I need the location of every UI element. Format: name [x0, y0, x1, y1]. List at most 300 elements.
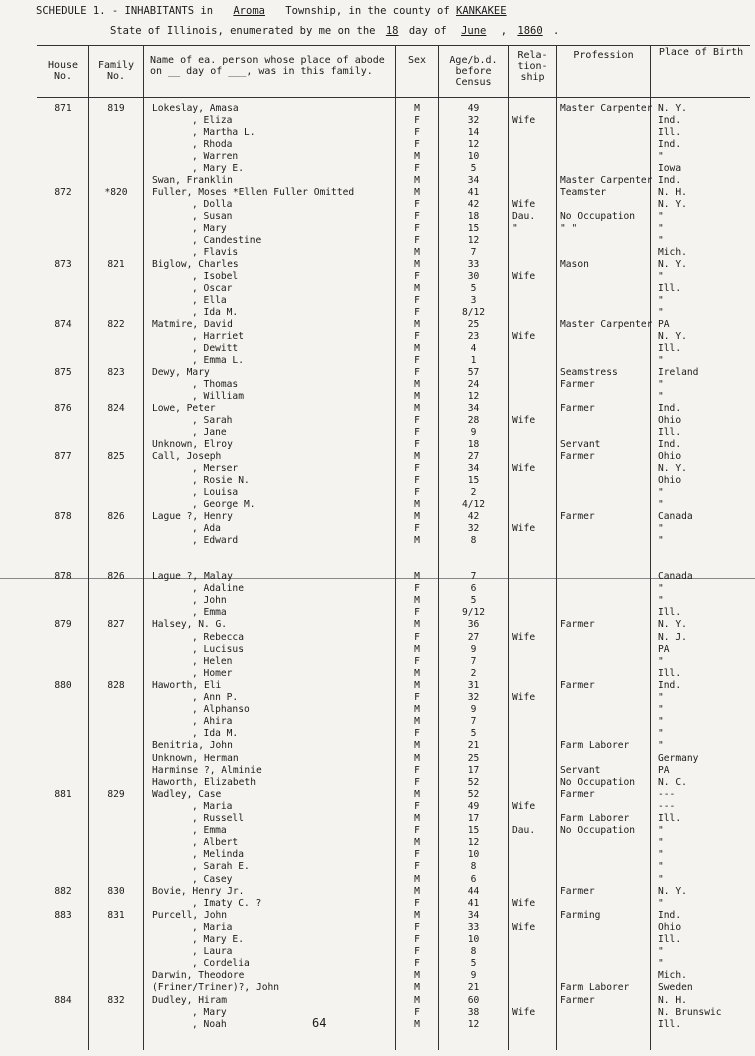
profession-cell: Mason	[560, 259, 589, 270]
birthplace-cell: "	[658, 958, 664, 970]
birthplace-cell: Ind.	[658, 115, 682, 126]
person-name-cell: , Susan	[192, 211, 233, 222]
sex-cell: F	[414, 235, 420, 246]
birthplace-cell: Ill.	[658, 667, 682, 679]
house-no-cell: 878	[54, 511, 72, 522]
person-name-cell: , Imaty C. ?	[192, 897, 262, 909]
sex-cell: F	[414, 1006, 420, 1018]
house-no-cell: 877	[54, 451, 72, 462]
age-cell: 10	[467, 849, 480, 861]
birthplace-cell: Ill.	[658, 127, 682, 138]
sex-cell: F	[414, 271, 420, 282]
birthplace-cell: Ill.	[658, 343, 682, 354]
house-no-cell: 881	[54, 788, 72, 800]
relationship-cell: Wife	[512, 692, 536, 703]
family-no-cell: 831	[107, 909, 125, 921]
person-name-cell: , Sarah E.	[192, 861, 250, 873]
age-cell: 8	[470, 861, 477, 873]
sex-cell: F	[414, 139, 420, 150]
profession-cell: Master Carpenter	[560, 319, 653, 330]
age-cell: 34	[467, 175, 480, 186]
sex-cell: M	[414, 643, 420, 655]
day-label: day of	[408, 25, 447, 37]
profession-cell: Farmer	[560, 788, 595, 800]
sex-cell: M	[414, 667, 420, 679]
birthplace-cell: "	[658, 211, 664, 222]
birthplace-cell: "	[658, 740, 664, 752]
sex-cell: F	[414, 776, 420, 788]
person-name-cell: Haworth, Elizabeth	[152, 776, 256, 788]
birthplace-cell: "	[658, 295, 664, 306]
relationship-cell: Wife	[512, 1006, 536, 1018]
birthplace-cell: Ireland	[658, 367, 699, 378]
sex-cell: M	[414, 970, 420, 982]
birthplace-cell: N. Brunswic	[658, 1006, 722, 1018]
person-name-cell: Dudley, Hiram	[152, 994, 228, 1006]
person-name-cell: , Noah	[192, 1018, 227, 1030]
house-no-cell: 876	[54, 403, 72, 414]
birthplace-cell: Canada	[658, 571, 693, 582]
age-cell: 24	[467, 379, 480, 390]
person-name-cell: Lague ?, Malay	[152, 571, 233, 582]
birthplace-cell: "	[658, 595, 664, 607]
birthplace-cell: Ohio	[658, 451, 682, 462]
person-name-cell: , Rosie N.	[192, 475, 250, 486]
age-cell: 23	[467, 331, 480, 342]
birthplace-cell: Ill.	[658, 813, 682, 824]
person-name-cell: , Ahira	[192, 716, 233, 728]
age-cell: 44	[467, 885, 480, 897]
person-name-cell: , Mary E.	[192, 163, 244, 174]
birthplace-cell: N. Y.	[658, 103, 687, 114]
family-no-cell: 824	[107, 403, 125, 414]
birthplace-cell: N. C.	[658, 776, 687, 788]
profession-cell: Farm Laborer	[560, 740, 630, 752]
age-cell: 32	[467, 115, 480, 126]
age-cell: 25	[467, 752, 480, 764]
sex-cell: M	[414, 451, 420, 462]
year-value: 1860	[517, 25, 543, 37]
birthplace-cell: ---	[658, 800, 676, 812]
sex-cell: M	[414, 175, 420, 186]
person-name-cell: , Alphanso	[192, 704, 250, 716]
age-cell: 4	[470, 343, 477, 354]
age-cell: 2	[470, 667, 477, 679]
birthplace-cell: "	[658, 825, 664, 837]
age-cell: 8	[470, 535, 477, 546]
sex-cell: F	[414, 946, 420, 958]
person-name-cell: Lowe, Peter	[152, 403, 216, 414]
age-cell: 18	[467, 211, 480, 222]
birthplace-cell: PA	[658, 319, 670, 330]
person-name-cell: , Russell	[192, 813, 244, 824]
birthplace-cell: Mich.	[658, 247, 687, 258]
sex-cell: M	[414, 679, 420, 691]
birthplace-cell: "	[658, 861, 664, 873]
person-name-cell: Dewy, Mary	[152, 367, 210, 378]
profession-cell: Farmer	[560, 994, 595, 1006]
person-name-cell: , Casey	[192, 873, 233, 885]
birthplace-cell: Ohio	[658, 415, 682, 426]
birthplace-cell: "	[658, 837, 664, 849]
person-name-cell: Darwin, Theodore	[152, 970, 245, 982]
age-cell: 33	[467, 259, 480, 270]
sex-cell: F	[414, 487, 420, 498]
age-cell: 15	[467, 223, 480, 234]
person-name-cell: , Laura	[192, 946, 233, 958]
house-no-cell: 875	[54, 367, 72, 378]
sex-cell: F	[414, 861, 420, 873]
person-name-cell: , Maria	[192, 800, 233, 812]
person-name-cell: Fuller, Moses *Ellen Fuller Omitted	[152, 187, 355, 198]
relationship-cell: Wife	[512, 897, 536, 909]
birthplace-cell: N. Y.	[658, 199, 687, 210]
age-cell: 14	[467, 127, 480, 138]
sex-cell: M	[414, 1018, 420, 1030]
birthplace-cell: Ill.	[658, 934, 682, 945]
profession-cell: Farmer	[560, 379, 595, 390]
sex-cell: F	[414, 367, 420, 378]
birthplace-cell: "	[658, 704, 664, 716]
col-relationship: Rela- tion- ship	[517, 50, 548, 83]
family-no-cell: 821	[107, 259, 125, 270]
birthplace-cell: Ind.	[658, 139, 682, 150]
col-sex: Sex	[407, 55, 427, 66]
house-no-cell: 879	[54, 619, 72, 631]
birthplace-cell: N. Y.	[658, 463, 687, 474]
house-no-cell: 884	[54, 994, 72, 1006]
person-name-cell: , Emma L.	[192, 355, 244, 366]
sex-cell: F	[414, 163, 420, 174]
birthplace-cell: PA	[658, 764, 670, 776]
person-name-cell: , Rebecca	[192, 631, 244, 643]
person-name-cell: , Albert	[192, 837, 239, 849]
house-no-cell: 883	[54, 909, 72, 921]
age-cell: 17	[467, 764, 480, 776]
sex-cell: M	[414, 535, 420, 546]
sex-cell: M	[414, 499, 420, 510]
family-no-cell: 823	[107, 367, 125, 378]
county-value: KANKAKEE	[456, 5, 507, 17]
birthplace-cell: "	[658, 946, 664, 958]
birthplace-cell: "	[658, 487, 664, 498]
person-name-cell: , Emma	[192, 607, 227, 619]
profession-cell: Farm Laborer	[560, 813, 630, 824]
family-no-cell: 822	[107, 319, 125, 330]
sex-cell: F	[414, 958, 420, 970]
age-cell: 9	[470, 643, 477, 655]
person-name-cell: , Jane	[192, 427, 227, 438]
relationship-cell: Wife	[512, 331, 536, 342]
age-cell: 15	[467, 475, 480, 486]
profession-cell: Farmer	[560, 679, 595, 691]
col-birthplace: Place of Birth	[658, 47, 744, 58]
sex-cell: F	[414, 523, 420, 534]
birthplace-cell: N. H.	[658, 994, 687, 1006]
relationship-cell: Dau.	[512, 825, 536, 837]
age-cell: 49	[467, 103, 480, 114]
sex-cell: F	[414, 211, 420, 222]
person-name-cell: , Martha L.	[192, 127, 256, 138]
sex-cell: F	[414, 800, 420, 812]
house-no-cell: 880	[54, 679, 72, 691]
family-no-cell: 819	[107, 103, 125, 114]
birthplace-cell: "	[658, 235, 664, 246]
sex-cell: M	[414, 379, 420, 390]
birthplace-cell: "	[658, 716, 664, 728]
age-cell: 27	[467, 631, 480, 643]
person-name-cell: Halsey, N. G.	[152, 619, 228, 631]
sex-cell: F	[414, 692, 420, 703]
age-cell: 49	[467, 800, 480, 812]
person-name-cell: Haworth, Eli	[152, 679, 222, 691]
birthplace-cell: Ohio	[658, 921, 682, 933]
sex-cell: F	[414, 127, 420, 138]
age-cell: 5	[470, 728, 477, 740]
sex-cell: F	[414, 439, 420, 450]
age-cell: 5	[470, 958, 477, 970]
family-no-cell: 825	[107, 451, 125, 462]
sex-cell: M	[414, 837, 420, 849]
age-cell: 57	[467, 367, 480, 378]
relationship-cell: Wife	[512, 199, 536, 210]
person-name-cell: Unknown, Elroy	[152, 439, 233, 450]
age-cell: 7	[470, 247, 477, 258]
age-cell: 6	[470, 873, 477, 885]
sex-cell: F	[414, 331, 420, 342]
sex-cell: M	[414, 403, 420, 414]
inhabitants-label: INHABITANTS in	[124, 5, 214, 17]
person-name-cell: Biglow, Charles	[152, 259, 239, 270]
person-name-cell: , Ida M.	[192, 307, 239, 318]
person-name-cell: Purcell, John	[152, 909, 228, 921]
age-cell: 41	[467, 897, 480, 909]
sex-cell: M	[414, 571, 420, 582]
profession-cell: Farming	[560, 909, 601, 921]
person-name-cell: , Lucisus	[192, 643, 244, 655]
sex-cell: F	[414, 307, 420, 318]
sex-cell: F	[414, 728, 420, 740]
profession-cell: Farmer	[560, 451, 595, 462]
person-name-cell: , John	[192, 595, 227, 607]
sex-cell: F	[414, 355, 420, 366]
family-no-cell: 828	[107, 679, 125, 691]
person-name-cell: , Ella	[192, 295, 227, 306]
relationship-cell: Dau.	[512, 211, 536, 222]
house-no-cell: 882	[54, 885, 72, 897]
birthplace-cell: "	[658, 499, 664, 510]
family-no-cell: 826	[107, 511, 125, 522]
enumeration-line: State of Illinois, enumerated by me on the 18 day of June , 1860 .	[110, 25, 560, 37]
birthplace-cell: Germany	[658, 752, 699, 764]
sex-cell: M	[414, 319, 420, 330]
sex-cell: F	[414, 934, 420, 945]
sex-cell: F	[414, 415, 420, 426]
relationship-cell: Wife	[512, 415, 536, 426]
relationship-cell: "	[512, 223, 518, 234]
birthplace-cell: "	[658, 583, 664, 595]
sex-cell: M	[414, 247, 420, 258]
person-name-cell: Harminse ?, Alminie	[152, 764, 262, 776]
birthplace-cell: Ind.	[658, 175, 682, 186]
profession-cell: No Occupation	[560, 776, 636, 788]
sex-cell: M	[414, 982, 420, 994]
sex-cell: M	[414, 595, 420, 607]
person-name-cell: , Oscar	[192, 283, 233, 294]
person-name-cell: , Adaline	[192, 583, 244, 595]
relationship-cell: Wife	[512, 463, 536, 474]
age-cell: 1	[470, 355, 477, 366]
person-name-cell: , Mary E.	[192, 934, 244, 945]
birthplace-cell: "	[658, 223, 664, 234]
person-name-cell: , Dewitt	[192, 343, 239, 354]
person-name-cell: , Cordelia	[192, 958, 250, 970]
age-cell: 28	[467, 415, 480, 426]
sex-cell: M	[414, 187, 420, 198]
profession-cell: Farmer	[560, 885, 595, 897]
person-name-cell: , William	[192, 391, 244, 402]
sex-cell: M	[414, 740, 420, 752]
age-cell: 18	[467, 439, 480, 450]
age-cell: 8/12	[461, 307, 486, 318]
age-cell: 32	[467, 523, 480, 534]
relationship-cell: Wife	[512, 115, 536, 126]
profession-cell: Seamstress	[560, 367, 618, 378]
sex-cell: F	[414, 631, 420, 643]
birthplace-cell: "	[658, 523, 664, 534]
age-cell: 5	[470, 595, 477, 607]
sex-cell: M	[414, 619, 420, 631]
age-cell: 31	[467, 679, 480, 691]
age-cell: 15	[467, 825, 480, 837]
person-name-cell: Lokeslay, Amasa	[152, 103, 239, 114]
person-name-cell: , Ada	[192, 523, 221, 534]
age-cell: 5	[470, 163, 477, 174]
sex-cell: M	[414, 283, 420, 294]
birthplace-cell: Ind.	[658, 403, 682, 414]
family-no-cell: 830	[107, 885, 125, 897]
col-divider	[508, 45, 509, 1050]
birthplace-cell: "	[658, 873, 664, 885]
person-name-cell: , Helen	[192, 655, 233, 667]
sex-cell: F	[414, 849, 420, 861]
house-no-cell: 872	[54, 187, 72, 198]
col-age: Age/b.d. before Census	[449, 55, 498, 88]
birthplace-cell: Ind.	[658, 679, 682, 691]
person-name-cell: Unknown, Herman	[152, 752, 239, 764]
age-cell: 7	[470, 716, 477, 728]
age-cell: 12	[467, 391, 480, 402]
relationship-cell: Wife	[512, 271, 536, 282]
birthplace-cell: Ill.	[658, 427, 682, 438]
sex-cell: M	[414, 788, 420, 800]
person-name-cell: , Thomas	[192, 379, 239, 390]
age-cell: 21	[467, 740, 480, 752]
age-cell: 3	[470, 295, 477, 306]
relationship-cell: Wife	[512, 800, 536, 812]
family-no-cell: *820	[104, 187, 128, 198]
birthplace-cell: Ohio	[658, 475, 682, 486]
sex-cell: F	[414, 475, 420, 486]
age-cell: 27	[467, 451, 480, 462]
age-cell: 52	[467, 776, 480, 788]
age-cell: 32	[467, 692, 480, 703]
birthplace-cell: Ill.	[658, 283, 682, 294]
age-cell: 9/12	[461, 607, 486, 619]
person-name-cell: , Candestine	[192, 235, 262, 246]
age-cell: 34	[467, 403, 480, 414]
profession-cell: Farmer	[560, 403, 595, 414]
person-name-cell: , Mary	[192, 1006, 227, 1018]
sex-cell: M	[414, 873, 420, 885]
birthplace-cell: N. Y.	[658, 259, 687, 270]
sex-cell: F	[414, 825, 420, 837]
family-no-cell: 826	[107, 571, 125, 582]
birthplace-cell: "	[658, 692, 664, 703]
age-cell: 10	[467, 151, 480, 162]
profession-cell: Farmer	[560, 619, 595, 631]
sex-cell: M	[414, 343, 420, 354]
birthplace-cell: "	[658, 391, 664, 402]
birthplace-cell: Ind.	[658, 439, 682, 450]
profession-cell: Servant	[560, 439, 601, 450]
sex-cell: F	[414, 199, 420, 210]
sex-cell: F	[414, 115, 420, 126]
person-name-cell: , George M.	[192, 499, 256, 510]
person-name-cell: , Edward	[192, 535, 239, 546]
person-name-cell: , Emma	[192, 825, 227, 837]
age-cell: 42	[467, 511, 480, 522]
house-no-cell: 873	[54, 259, 72, 270]
sex-cell: M	[414, 885, 420, 897]
sex-cell: F	[414, 223, 420, 234]
sex-cell: M	[414, 511, 420, 522]
age-cell: 7	[470, 571, 477, 582]
house-no-cell: 878	[54, 571, 72, 582]
age-cell: 33	[467, 921, 480, 933]
birthplace-cell: "	[658, 897, 664, 909]
person-name-cell: Lague ?, Henry	[152, 511, 233, 522]
age-cell: 6	[470, 583, 477, 595]
age-cell: 30	[467, 271, 480, 282]
person-name-cell: , Melinda	[192, 849, 244, 861]
age-cell: 12	[467, 1018, 480, 1030]
birthplace-cell: Canada	[658, 511, 693, 522]
person-name-cell: , Mary	[192, 223, 227, 234]
col-house: House No.	[47, 60, 79, 82]
age-cell: 9	[470, 427, 477, 438]
person-name-cell: , Merser	[192, 463, 239, 474]
sex-cell: F	[414, 583, 420, 595]
township-value: Aroma	[233, 5, 265, 17]
person-name-cell: (Friner/Triner)?, John	[152, 982, 280, 994]
profession-cell: No Occupation	[560, 211, 636, 222]
birthplace-cell: "	[658, 355, 664, 366]
age-cell: 4/12	[461, 499, 486, 510]
col-divider	[143, 45, 144, 1050]
sex-cell: M	[414, 716, 420, 728]
sex-cell: M	[414, 813, 420, 824]
house-no-cell: 871	[54, 103, 72, 114]
profession-cell: Master Carpenter	[560, 175, 653, 186]
house-no-cell: 874	[54, 319, 72, 330]
col-name: Name of ea. person whose place of abode on __ day of ___, was in this family.	[150, 55, 385, 77]
age-cell: 12	[467, 837, 480, 849]
age-cell: 7	[470, 655, 477, 667]
profession-cell: " "	[560, 223, 578, 234]
family-no-cell: 827	[107, 619, 125, 631]
age-cell: 34	[467, 909, 480, 921]
